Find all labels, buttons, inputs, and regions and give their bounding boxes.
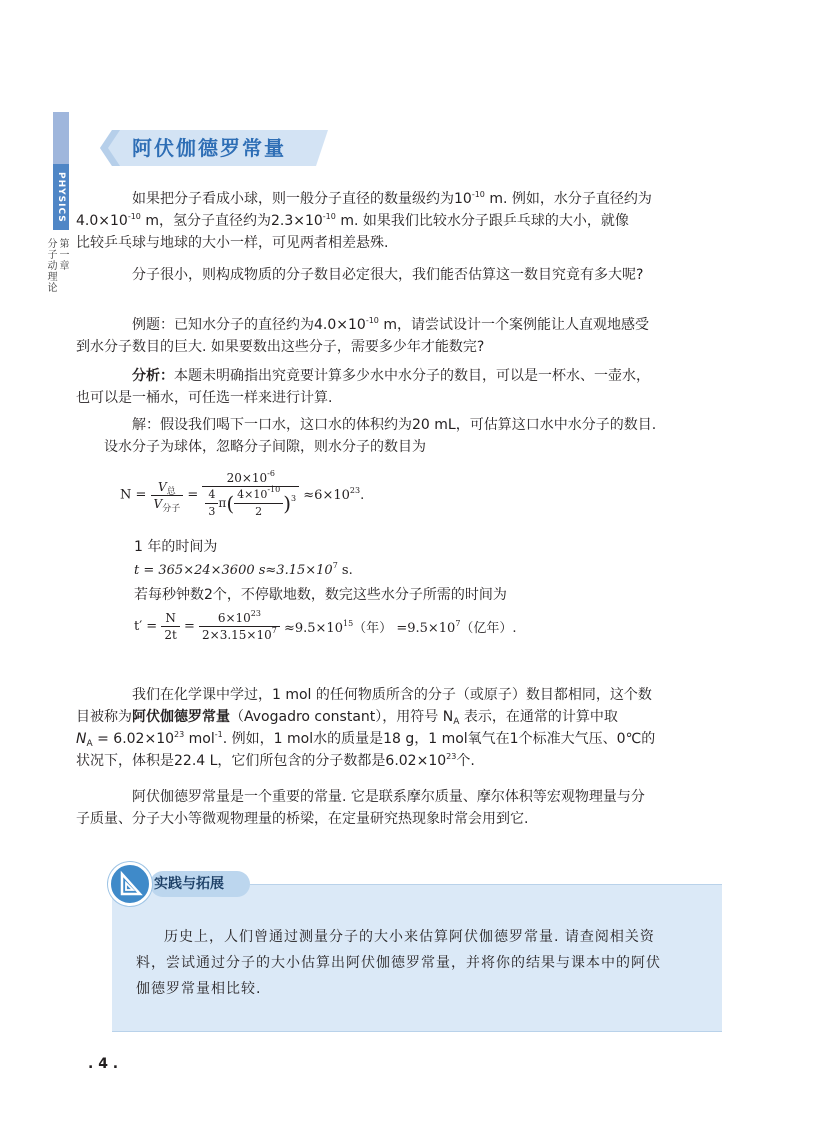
sidebar-chapter: [45, 238, 68, 293]
intro-paragraph: 如果把分子看成小球，则一般分子直径的数量级约为$10^{-10}$ m. 例如，水分子直径约为 $4.0\times 10^{-10}$ m，氢分子直径约为$2.3\times 10^{-10}$ m. 如果我们比较水分子跟乒乓球的大小，就像 比较乒乓球与地球的大小一样，可见两者相差悬殊.: [76, 190, 652, 251]
count-line: 若每秒钟数2个，不停歇地数，数完这些水分子所需的时间为: [134, 587, 507, 603]
extension-text: 历史上，人们曾通过测量分子的大小来估算阿伏伽德罗常量. 请查阅相关资 料，尝试通过分子的大小估算出阿伏伽德罗常量，并将你的结果与课本中的阿伏 伽德罗常量相比较.: [136, 929, 661, 997]
extension-label: 实践与拓展: [154, 876, 224, 892]
question-paragraph: 分子很小，则构成物质的分子数目必定很大，我们能否估算这一数目究竟有多大呢?: [132, 267, 644, 283]
avogadro-paragraph: 我们在化学课中学过，1 mol 的任何物质所含的分子（或原子）数目都相同，这个数 目被称为阿伏伽德罗常量（Avogadro constant），用符号 $N_A$ 表示，在通常的计算中取 $N_A = 6.02\times 10^{23}$ mol$^{-1}$. 例如，1 mol水的质量是18 g，1 mol氧气在1个标准大气压、0℃的 状况下，体积是22.4 L，它们所包含的分子数都是$6.02\times 10^{23}$个.: [76, 687, 656, 769]
example-question: 例题：已知水分子的直径约为$4.0\times 10^{-10}$ m，请尝试设计一个案例能让人直观地感受 到水分子数目的巨大. 如果要数出这些分子，需要多少年才能数完?: [76, 316, 649, 355]
year-line: 1 年的时间为: [134, 539, 218, 555]
sidebar-chapter-title: 分子动理论: [45, 238, 56, 293]
sidebar-chapter-number: 第一章: [57, 238, 68, 271]
example-solution: 解：假设我们喝下一口水，这口水的体积约为20 mL，可估算这口水中水分子的数目. 设水分子为球体，忽略分子间隙，则水分子的数目为: [104, 417, 657, 455]
equation-year-seconds: t = 365×24×3600 $s\approx 3.15\times 10^7$ s.: [134, 561, 353, 578]
equation-molecule-count: N = $\frac{V_总}{V_{分子}}$ = $20\times 10^{-6}$ $\frac{4}{3}$ π( $\frac{4\times 10^{-10}}{2}$ )$^3$ $\approx 6\times 10^{23}$.: [120, 469, 365, 518]
sidebar-accent-bar: [53, 112, 69, 164]
sidebar-physics-tab: PHYSICS: [53, 164, 69, 230]
page-number: . 4 .: [88, 1056, 119, 1072]
section-title: 阿伏伽德罗常量: [132, 136, 286, 160]
triangle-ruler-icon: [108, 862, 152, 906]
example-analysis: 分析：本题未明确指出究竟要计算多少水中水分子的数目，可以是一杯水、一壶水， 也可以是一桶水，可任选一样来进行计算.: [76, 368, 650, 406]
equation-count-time: t′ = $\frac{N}{2t}$ = $\frac{6\times 10^{23}}{2\times 3.15\times 10^7}$ $\approx 9.5\times 10^{15}$（年） $=9.5\times 10^7$（亿年）.: [134, 609, 517, 642]
avogadro-significance: 阿伏伽德罗常量是一个重要的常量. 它是联系摩尔质量、摩尔体积等宏观物理量与分 子质量、分子大小等微观物理量的桥梁，在定量研究热现象时常会用到它.: [76, 789, 645, 827]
